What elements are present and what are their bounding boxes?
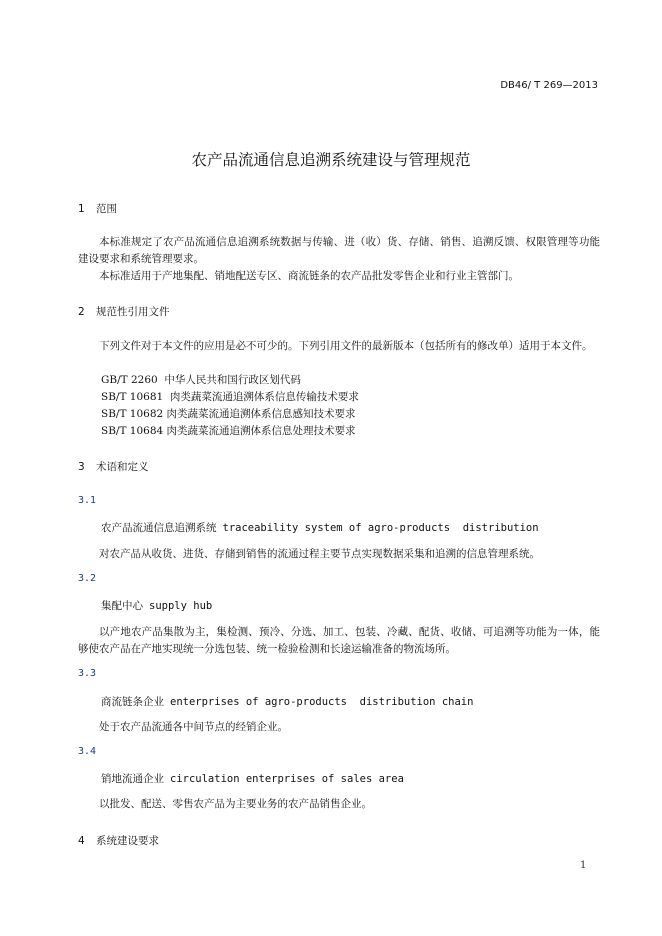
- subsection-number-3-4: 3.4: [78, 746, 97, 757]
- section-title: 系统建设要求: [96, 835, 159, 847]
- section-number: 4: [78, 835, 85, 847]
- reference-code: SB/T 10684: [101, 425, 164, 437]
- scope-paragraph-2: 本标准适用于产地集配、销地配送专区、商流链条的农产品批发零售企业和行业主管部门。: [99, 270, 519, 282]
- section-heading-2: [78, 304, 170, 319]
- reference-code: SB/T 10681: [101, 391, 164, 403]
- term-definition-3-1: 对农产品从收货、进货、存储到销售的流通过程主要节点实现数据采集和追溯的信息管理系统。: [99, 548, 540, 560]
- term-cn: 商流链条企业: [101, 696, 164, 708]
- term-3-2: [101, 598, 212, 613]
- document-number: DB46/ T 269—2013: [500, 80, 598, 91]
- page-title: 农产品流通信息追溯系统建设与管理规范: [191, 151, 471, 169]
- term-definition-3-3: 处于农产品流通各中间节点的经销企业。: [99, 721, 288, 733]
- section-heading-4: [78, 833, 159, 848]
- section-number: 2: [78, 306, 85, 318]
- reference-item: [101, 389, 359, 406]
- term-en: traceability system of agro-products distribution: [222, 522, 539, 534]
- subsection-number-3-2: 3.2: [78, 573, 97, 584]
- subsection-number-3-3: 3.3: [78, 668, 97, 679]
- term-cn: 销地流通企业: [101, 773, 164, 785]
- term-en: supply hub: [149, 600, 213, 612]
- reference-item: [101, 372, 301, 389]
- term-3-4: [101, 771, 404, 786]
- page-number: 1: [580, 860, 587, 871]
- section-number: 3: [78, 461, 85, 473]
- section-title: 规范性引用文件: [96, 306, 170, 318]
- section-title: 范围: [96, 203, 117, 215]
- reference-item: [101, 423, 356, 440]
- reference-code: GB/T 2260: [101, 374, 158, 386]
- section-heading-3: [78, 459, 149, 474]
- section-number: 1: [78, 203, 85, 215]
- reference-title: 中华人民共和国行政区划代码: [164, 374, 301, 386]
- section-title: 术语和定义: [96, 461, 149, 473]
- term-3-3: [101, 694, 473, 709]
- reference-item: [101, 406, 356, 423]
- term-en: circulation enterprises of sales area: [170, 773, 404, 785]
- term-3-1: [101, 520, 539, 535]
- term-cn: 集配中心: [101, 600, 143, 612]
- subsection-number-3-1: 3.1: [78, 495, 97, 506]
- reference-title: 肉类蔬菜流通追溯体系信息处理技术要求: [166, 425, 356, 437]
- reference-title: 肉类蔬菜流通追溯体系信息传输技术要求: [169, 391, 359, 403]
- term-definition-3-2: 以产地农产品集散为主，集检测、预冷、分选、加工、包装、冷藏、配货、收储、可追溯等功能为一体，能够使农产品在产地实现统一分选包装、统一检验检测和长途运输准备的物流场所。: [78, 626, 600, 655]
- references-intro: 下列文件对于本文件的应用是必不可少的。下列引用文件的最新版本（包括所有的修改单）适用于本文件。: [99, 340, 593, 352]
- term-en: enterprises of agro-products distribution chain: [170, 696, 474, 708]
- term-cn: 农产品流通信息追溯系统: [101, 522, 217, 534]
- scope-paragraph-1: 本标准规定了农产品流通信息追溯系统数据与传输、进（收）货、存储、销售、追溯反馈、权限管理等功能建设要求和系统管理要求。: [78, 236, 600, 265]
- section-heading-1: [78, 201, 117, 216]
- reference-code: SB/T 10682: [101, 408, 164, 420]
- term-definition-3-4: 以批发、配送、零售农产品为主要业务的农产品销售企业。: [99, 798, 372, 810]
- reference-title: 肉类蔬菜流通追溯体系信息感知技术要求: [166, 408, 356, 420]
